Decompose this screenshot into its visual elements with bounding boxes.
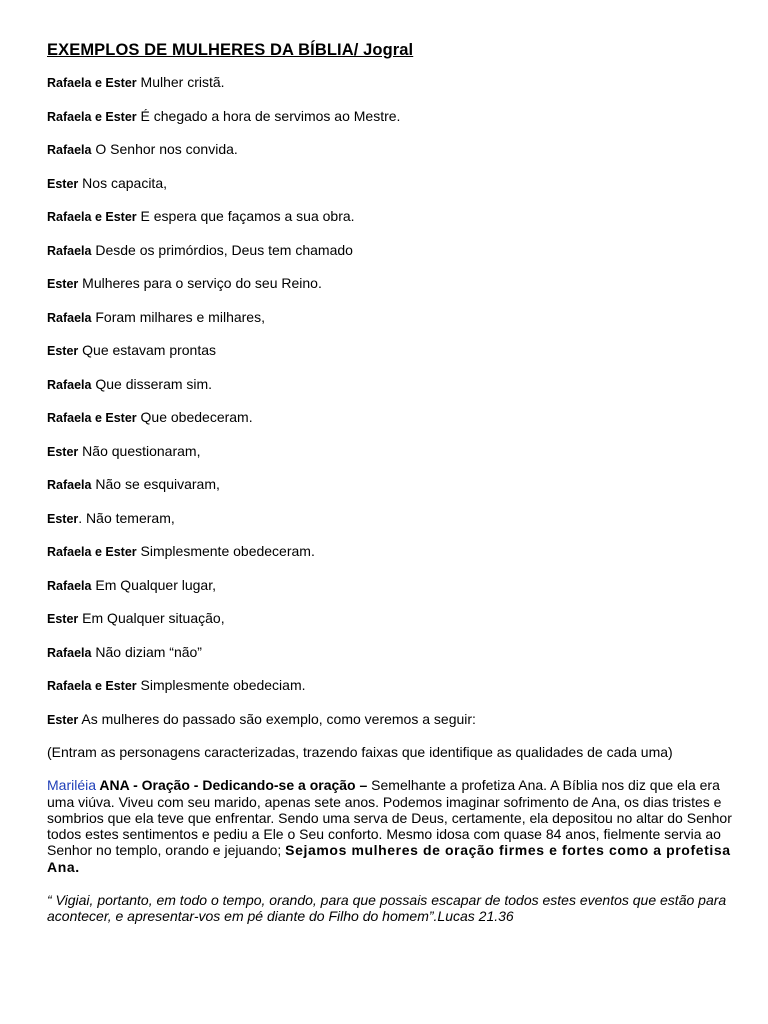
dialogue-line: [47, 409, 737, 426]
speaker-name: Ester: [47, 712, 79, 727]
line-text: Em Qualquer situação,: [78, 610, 225, 626]
dialogue-line: [47, 644, 737, 661]
speaker-name: Rafaela e Ester: [47, 411, 137, 425]
line-text: E espera que façamos a sua obra.: [136, 208, 355, 224]
line-text: Não diziam “não”: [91, 643, 202, 660]
speaker-name: Rafaela: [47, 478, 92, 492]
speaker-name: Ester: [47, 344, 79, 358]
ana-paragraph: [47, 777, 737, 875]
dialogue-lines: [47, 74, 737, 728]
dialogue-line: [47, 543, 737, 560]
speaker-name: Ester: [47, 176, 79, 191]
line-text: Simplesmente obedeciam.: [136, 677, 306, 693]
line-text: Não questionaram,: [78, 442, 201, 459]
dialogue-line: [47, 309, 737, 326]
line-text: É chegado a hora de servimos ao Mestre.: [136, 107, 401, 124]
bible-quote: “ Vigiai, portanto, em todo o tempo, orando, para que possais escapar de todos estes eventos que estão para acontecer, e apresentar-vos em pé diante do Filho do homem”.Lucas 21.36: [47, 892, 727, 925]
stage-direction: (Entram as personagens caracterizadas, trazendo faixas que identifique as qualidades de cada uma): [47, 744, 673, 760]
dialogue-line: [47, 711, 737, 728]
speaker-name: Ester: [47, 277, 79, 291]
dialogue-line: [47, 510, 737, 527]
speaker-name: Rafaela: [47, 143, 92, 157]
speaker-name: Ester: [47, 612, 79, 626]
speaker-name: Rafaela e Ester: [47, 545, 137, 559]
line-text: Simplesmente obedeceram.: [136, 543, 315, 559]
speaker-name: Rafaela e Ester: [47, 210, 137, 224]
line-text: Que estavam prontas: [78, 342, 217, 358]
line-text: O Senhor nos convida.: [91, 141, 238, 157]
dialogue-line: [47, 342, 737, 359]
ana-emphasis: Sejamos mulheres de oração firmes e fortes como a profetisa Ana.: [47, 842, 731, 875]
speaker-name: Rafaela e Ester: [47, 679, 137, 693]
dialogue-line: [47, 443, 737, 460]
speaker-name: Rafaela: [47, 645, 92, 660]
document-title: EXEMPLOS DE MULHERES DA BÍBLIA/ Jogral: [47, 41, 414, 59]
line-text: As mulheres do passado são exemplo, como veremos a seguir:: [78, 710, 476, 727]
speaker-name: Rafaela: [47, 377, 92, 392]
speaker-name: Rafaela: [47, 243, 92, 258]
character-name: Mariléia: [47, 777, 97, 794]
dialogue-line: [47, 275, 737, 292]
document-page: [47, 40, 737, 925]
line-text: Foram milhares e milhares,: [91, 308, 265, 325]
line-text: Desde os primórdios, Deus tem chamado: [91, 241, 353, 258]
line-text: Mulher cristã.: [136, 74, 225, 90]
ana-body: Semelhante a profetiza Ana. A Bíblia nos diz que ela era uma viúva. Viveu com seu marido, apenas sete anos. Podemos imaginar sofrimento de Ana, os dias tristes e sombrios que ela teve que enfrentar. Sendo uma serva de Deus, certamente, ela depositou no altar do Senhor todos estes sentimentos e pediu a Ele o Seu conforto. Mesmo idosa com quase 84 anos, fielmente servia ao Senhor no templo, orando e jejuando;: [47, 777, 732, 859]
speaker-name: Rafaela e Ester: [47, 76, 137, 90]
speaker-name: Ester: [47, 511, 79, 526]
dialogue-line: [47, 376, 737, 393]
line-text: Que obedeceram.: [136, 409, 253, 425]
line-text: Nos capacita,: [78, 174, 167, 191]
dialogue-line: [47, 175, 737, 192]
speaker-name: Rafaela: [47, 310, 92, 325]
dialogue-line: [47, 610, 737, 627]
dialogue-line: [47, 74, 737, 91]
line-text: Mulheres para o serviço do seu Reino.: [78, 275, 322, 291]
speaker-name: Rafaela e Ester: [47, 109, 137, 124]
line-text: Em Qualquer lugar,: [91, 576, 216, 593]
line-text: Não se esquivaram,: [91, 476, 220, 492]
dialogue-line: [47, 677, 737, 694]
line-text: . Não temeram,: [78, 509, 175, 526]
ana-heading: ANA - Oração - Dedicando-se a oração –: [96, 777, 372, 794]
dialogue-line: [47, 208, 737, 225]
speaker-name: Ester: [47, 444, 79, 459]
dialogue-line: [47, 108, 737, 125]
line-text: Que disseram sim.: [91, 375, 213, 392]
dialogue-line: [47, 476, 737, 493]
speaker-name: Rafaela: [47, 578, 92, 593]
dialogue-line: [47, 577, 737, 594]
dialogue-line: [47, 242, 737, 259]
dialogue-line: [47, 141, 737, 158]
